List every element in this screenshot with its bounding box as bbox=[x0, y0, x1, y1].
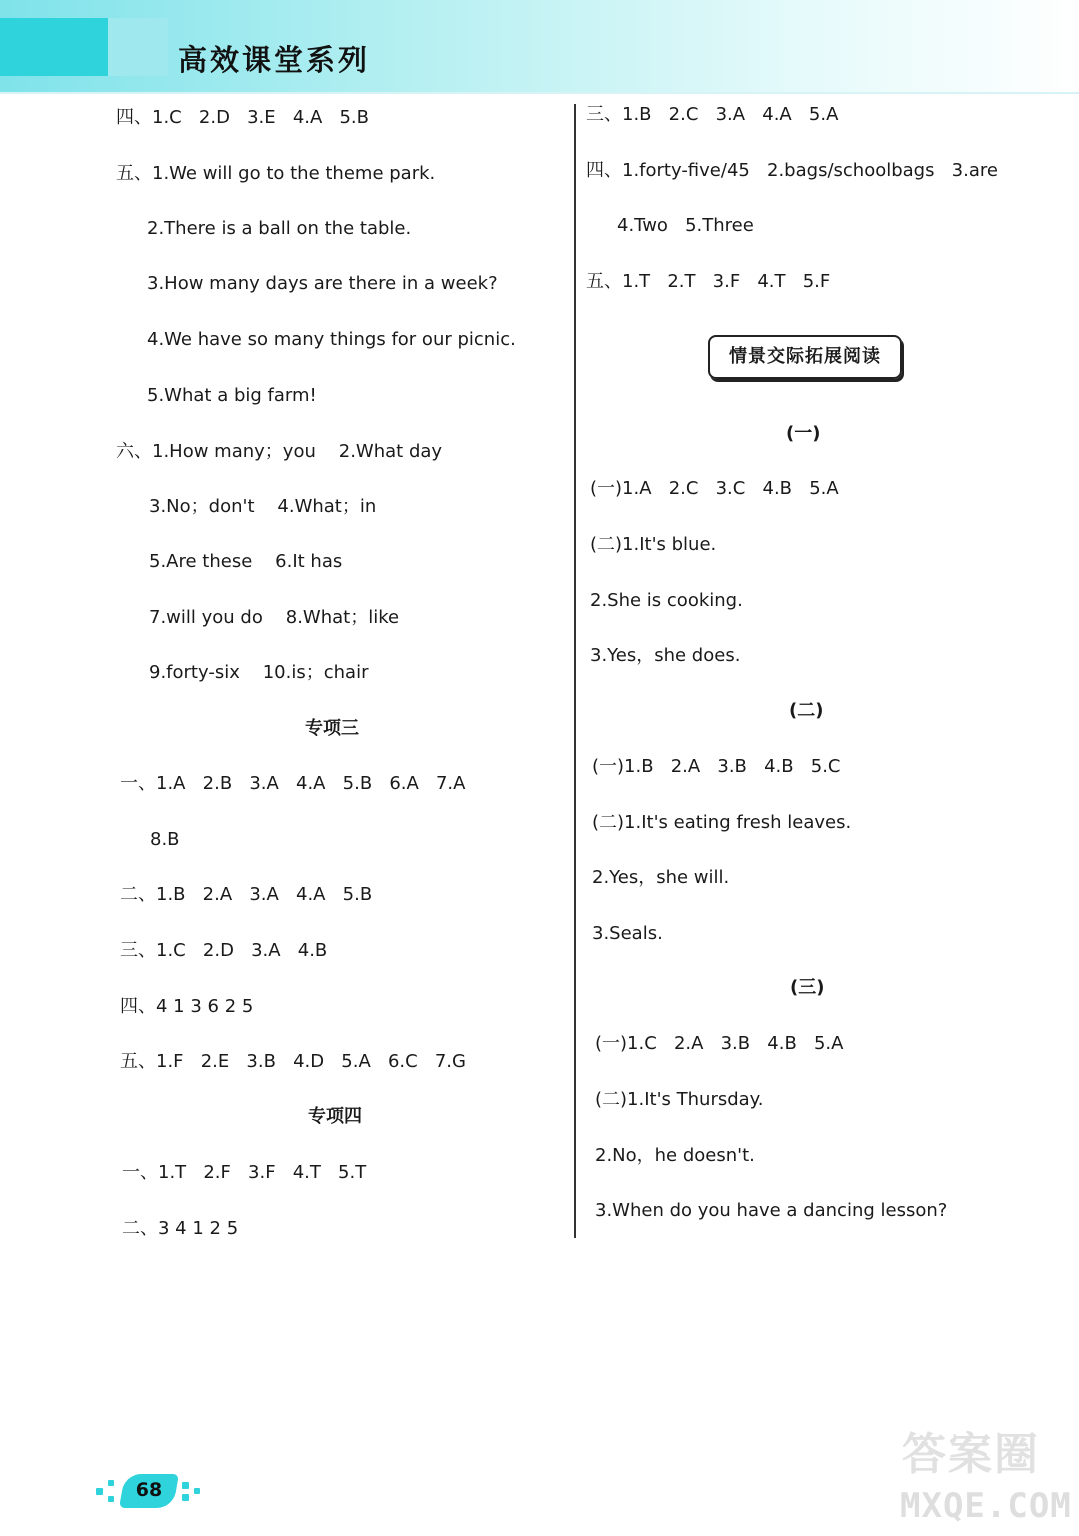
answer-line: 一、1.A 2.B 3.A 4.A 5.B 6.A 7.A bbox=[120, 773, 466, 794]
answer-line: 3.How many days are there in a week? bbox=[147, 273, 498, 294]
watermark-url: MXQE.COM bbox=[900, 1486, 1072, 1526]
answer-line: 9.forty-six 10.is；chair bbox=[149, 662, 369, 683]
answer-line: (二)1.It's eating fresh leaves. bbox=[592, 812, 852, 833]
watermark-text: 答案圈 bbox=[902, 1429, 1040, 1480]
section-heading: 专项四 bbox=[308, 1106, 362, 1127]
decor-dot bbox=[96, 1488, 103, 1495]
section-heading: 专项三 bbox=[305, 718, 359, 739]
answer-line: 二、3 4 1 2 5 bbox=[122, 1218, 239, 1239]
extended-reading-heading: 情景交际拓展阅读 bbox=[708, 335, 902, 379]
answer-line: 三、1.B 2.C 3.A 4.A 5.A bbox=[586, 104, 839, 125]
answer-line: (一)1.B 2.A 3.B 4.B 5.C bbox=[592, 756, 841, 777]
series-title: 高效课堂系列 bbox=[178, 43, 371, 77]
subsection-heading: (一) bbox=[786, 423, 821, 444]
answer-line: 四、1.forty-five/45 2.bags/schoolbags 3.are bbox=[586, 160, 998, 181]
answer-line: 2.No，he doesn't. bbox=[595, 1145, 755, 1166]
subsection-heading: (二) bbox=[789, 700, 824, 721]
answer-line: 3.Yes，she does. bbox=[590, 645, 741, 666]
answer-line: (二)1.It's blue. bbox=[590, 534, 717, 555]
header-accent-block-light bbox=[108, 18, 168, 76]
answer-line: 四、4 1 3 6 2 5 bbox=[120, 996, 254, 1017]
answer-line: 三、1.C 2.D 3.A 4.B bbox=[120, 940, 328, 961]
answer-line: (一)1.C 2.A 3.B 4.B 5.A bbox=[595, 1033, 844, 1054]
watermark-logo bbox=[898, 1430, 1074, 1530]
answer-line: 3.No；don't 4.What；in bbox=[149, 496, 377, 517]
page-number-badge bbox=[90, 1474, 210, 1510]
answer-line: (一)1.A 2.C 3.C 4.B 5.A bbox=[590, 478, 839, 499]
answer-line: 2.She is cooking. bbox=[590, 590, 743, 611]
answer-line: 五、1.F 2.E 3.B 4.D 5.A 6.C 7.G bbox=[120, 1051, 466, 1072]
decor-dot bbox=[108, 1480, 114, 1486]
decor-dot bbox=[182, 1482, 189, 1489]
answer-line: 六、1.How many；you 2.What day bbox=[116, 441, 443, 462]
answer-line: 五、1.T 2.T 3.F 4.T 5.F bbox=[586, 271, 831, 292]
answer-line: 一、1.T 2.F 3.F 4.T 5.T bbox=[122, 1162, 367, 1183]
decor-dot bbox=[108, 1496, 114, 1502]
answer-line: 3.Seals. bbox=[592, 923, 663, 944]
answer-line: 8.B bbox=[150, 829, 180, 850]
column-divider bbox=[574, 104, 576, 1238]
answer-line: 4.We have so many things for our picnic. bbox=[147, 329, 516, 350]
answer-line: 2.Yes，she will. bbox=[592, 867, 730, 888]
header-rule bbox=[0, 92, 1079, 94]
decor-dot bbox=[182, 1494, 189, 1501]
answer-line: 四、1.C 2.D 3.E 4.A 5.B bbox=[116, 107, 369, 128]
answer-line: 五、1.We will go to the theme park. bbox=[116, 163, 436, 184]
page-number: 68 bbox=[135, 1479, 163, 1501]
decor-dot bbox=[194, 1488, 200, 1494]
header-accent-block bbox=[0, 18, 108, 76]
answer-line: 二、1.B 2.A 3.A 4.A 5.B bbox=[120, 884, 373, 905]
answer-line: 3.When do you have a dancing lesson? bbox=[595, 1200, 948, 1221]
answer-line: 2.There is a ball on the table. bbox=[147, 218, 412, 239]
answer-line: 5.Are these 6.It has bbox=[149, 551, 343, 572]
answer-line: 7.will you do 8.What；like bbox=[149, 607, 400, 628]
subsection-heading: (三) bbox=[790, 977, 825, 998]
answer-line: 4.Two 5.Three bbox=[617, 215, 754, 236]
answer-line: 5.What a big farm! bbox=[147, 385, 317, 406]
answer-line: (二)1.It's Thursday. bbox=[595, 1089, 764, 1110]
